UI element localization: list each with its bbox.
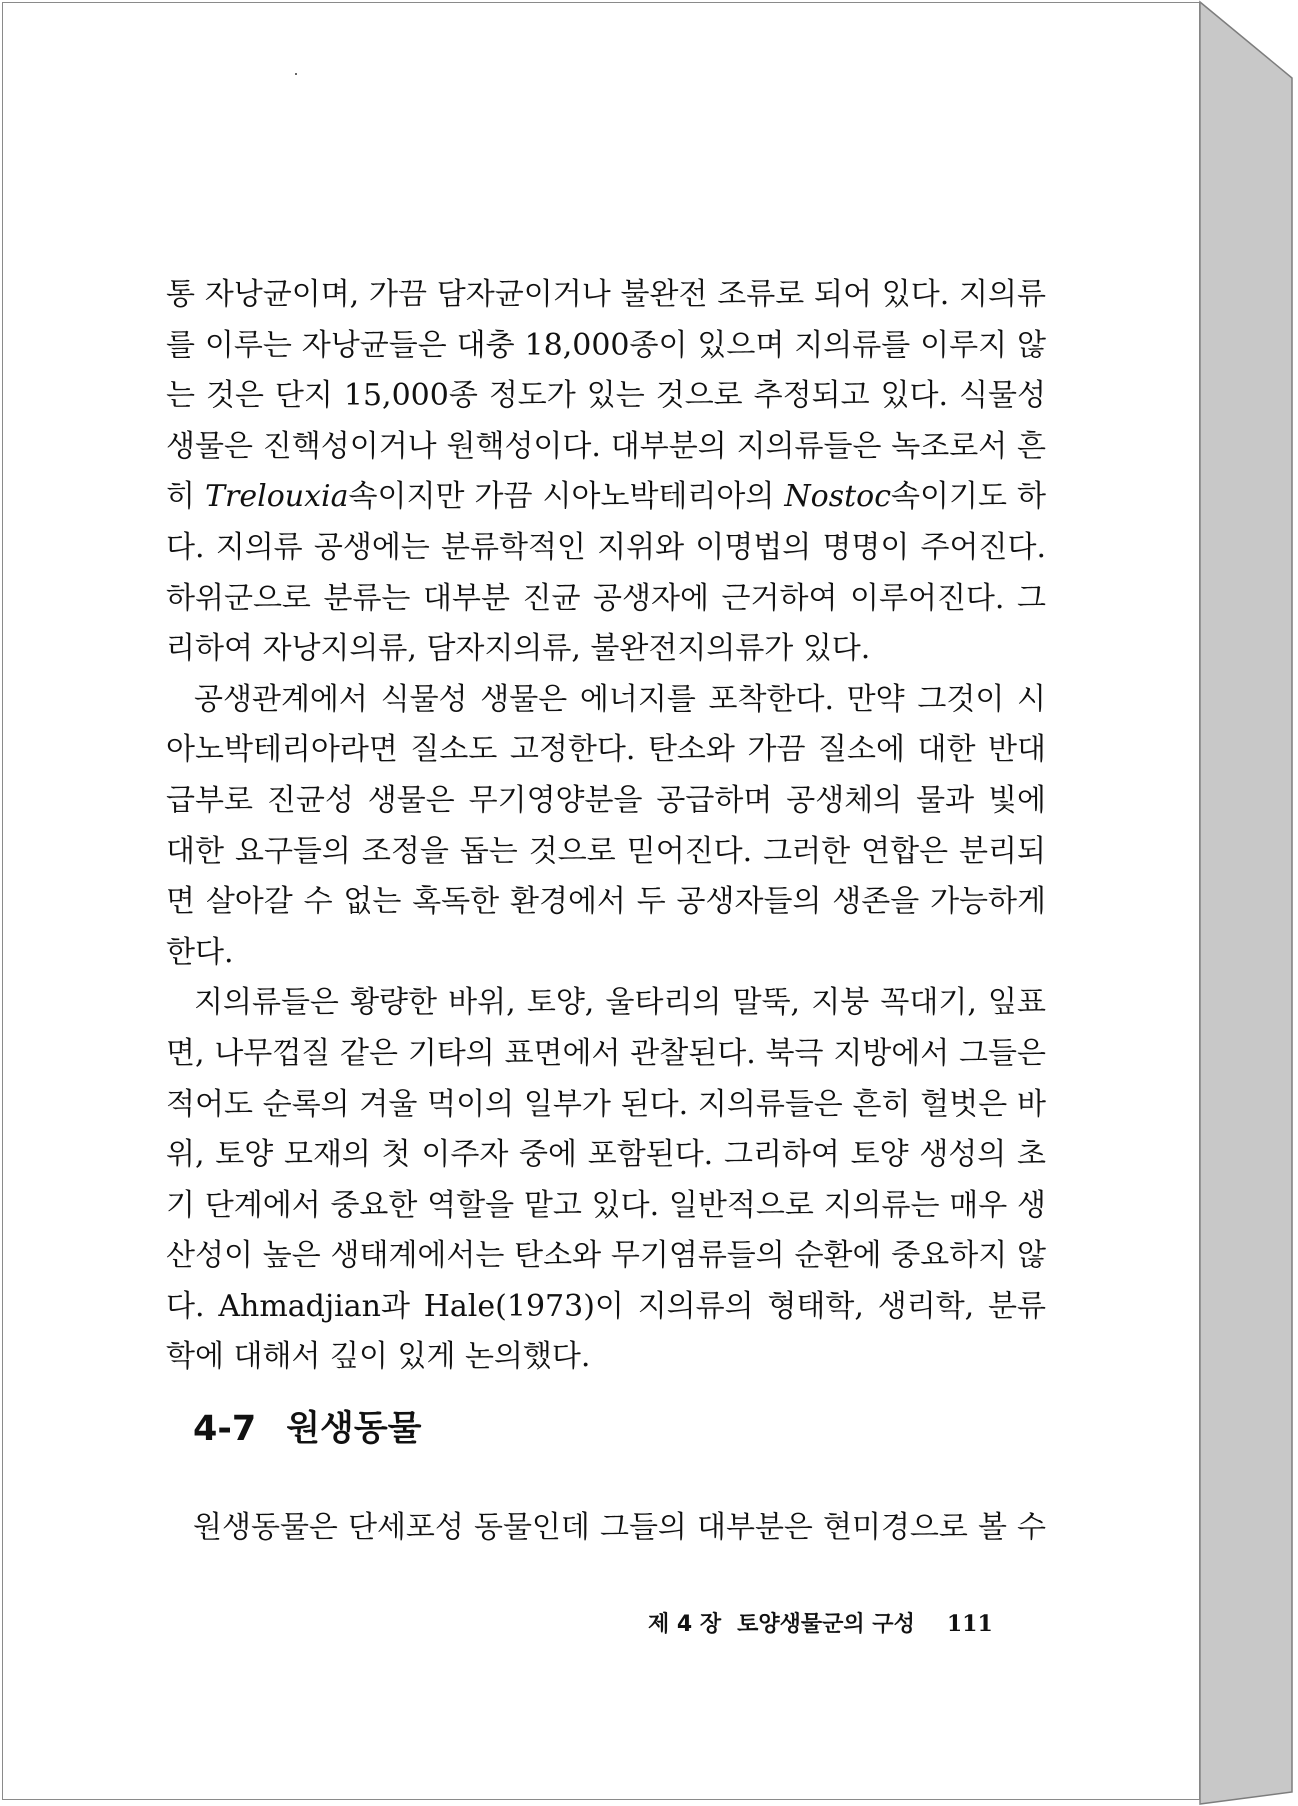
- genus-nostoc: Nostoc: [784, 479, 892, 515]
- footer-title: 토양생물군의 구성: [737, 1612, 915, 1637]
- page-side-shadow: [1200, 2, 1292, 1804]
- section-body-text: 원생동물은 단세포성 동물인데 그들의 대부분은 현미경으로 볼 수: [193, 1510, 1046, 1545]
- text-run: 통 자낭균이며, 가끔 담자균이거나 불완전 조류로 되어 있다. 지의류를 이루는 자낭균들은 대충 18,000종이 있으며 지의류를 이루지 않는 것은 단지 15,000종 정도가 있는 것으로 추정되고 있다. 식물성 생물은 진핵성이거나 원핵성이다. 대부분의 지의류들은 녹조로서 흔히: [166, 277, 1046, 515]
- page-number: 111: [946, 1611, 993, 1637]
- text-run: 공생관계에서 식물성 생물은 에너지를 포착한다. 만약 그것이 시아노박테리아라면 질소도 고정한다. 탄소와 가끔 질소에 대한 반대급부로 진균성 생물은 무기영양분을 공급하며 공생체의 물과 빛에 대한 요구들의 조정을 돕는 것으로 믿어진다. 그러한 연합은 분리되면 살아갈 수 없는 혹독한 환경에서 두 공생자들의 생존을 가능하게 한다.: [166, 681, 1046, 970]
- genus-trelouxia: Trelouxia: [205, 479, 349, 515]
- text-run: 지의류들은 황량한 바위, 토양, 울타리의 말뚝, 지붕 꼭대기, 잎표면, 나무껍질 같은 기타의 표면에서 관찰된다. 북극 지방에서 그들은 적어도 순록의 겨울 먹이의 일부가 된다. 지의류들은 흔히 헐벗은 바위, 토양 모재의 첫 이주자 중에 포함된다. 그리하여 토양 생성의 초기 단계에서 중요한 역할을 맡고 있다. 일반적으로 지의류는 매우 생산성이 높은 생태계에서는 탄소와 무기염류들의 순환에 중요하지 않다. Ahmadjian과 Hale(1973)이 지의류의 형태학, 생리학, 분류학에 대해서 깊이 있게 논의했다.: [166, 985, 1046, 1375]
- text-run: 속이기도 하다. 지의류 공생에는 분류학적인 지위와 이명법의 명명이 주어진다. 하위군으로 분류는 대부분 진균 공생자에 근거하여 이루어진다. 그리하여 자낭지의류, 담자지의류, 불완전지의류가 있다.: [166, 479, 1046, 667]
- text-run: 속이지만 가끔 시아노박테리아의: [348, 479, 785, 515]
- section-title: 원생동물: [286, 1409, 422, 1449]
- section-number: 4-7: [193, 1409, 257, 1449]
- footer-chapter: 제 4 장: [648, 1612, 722, 1637]
